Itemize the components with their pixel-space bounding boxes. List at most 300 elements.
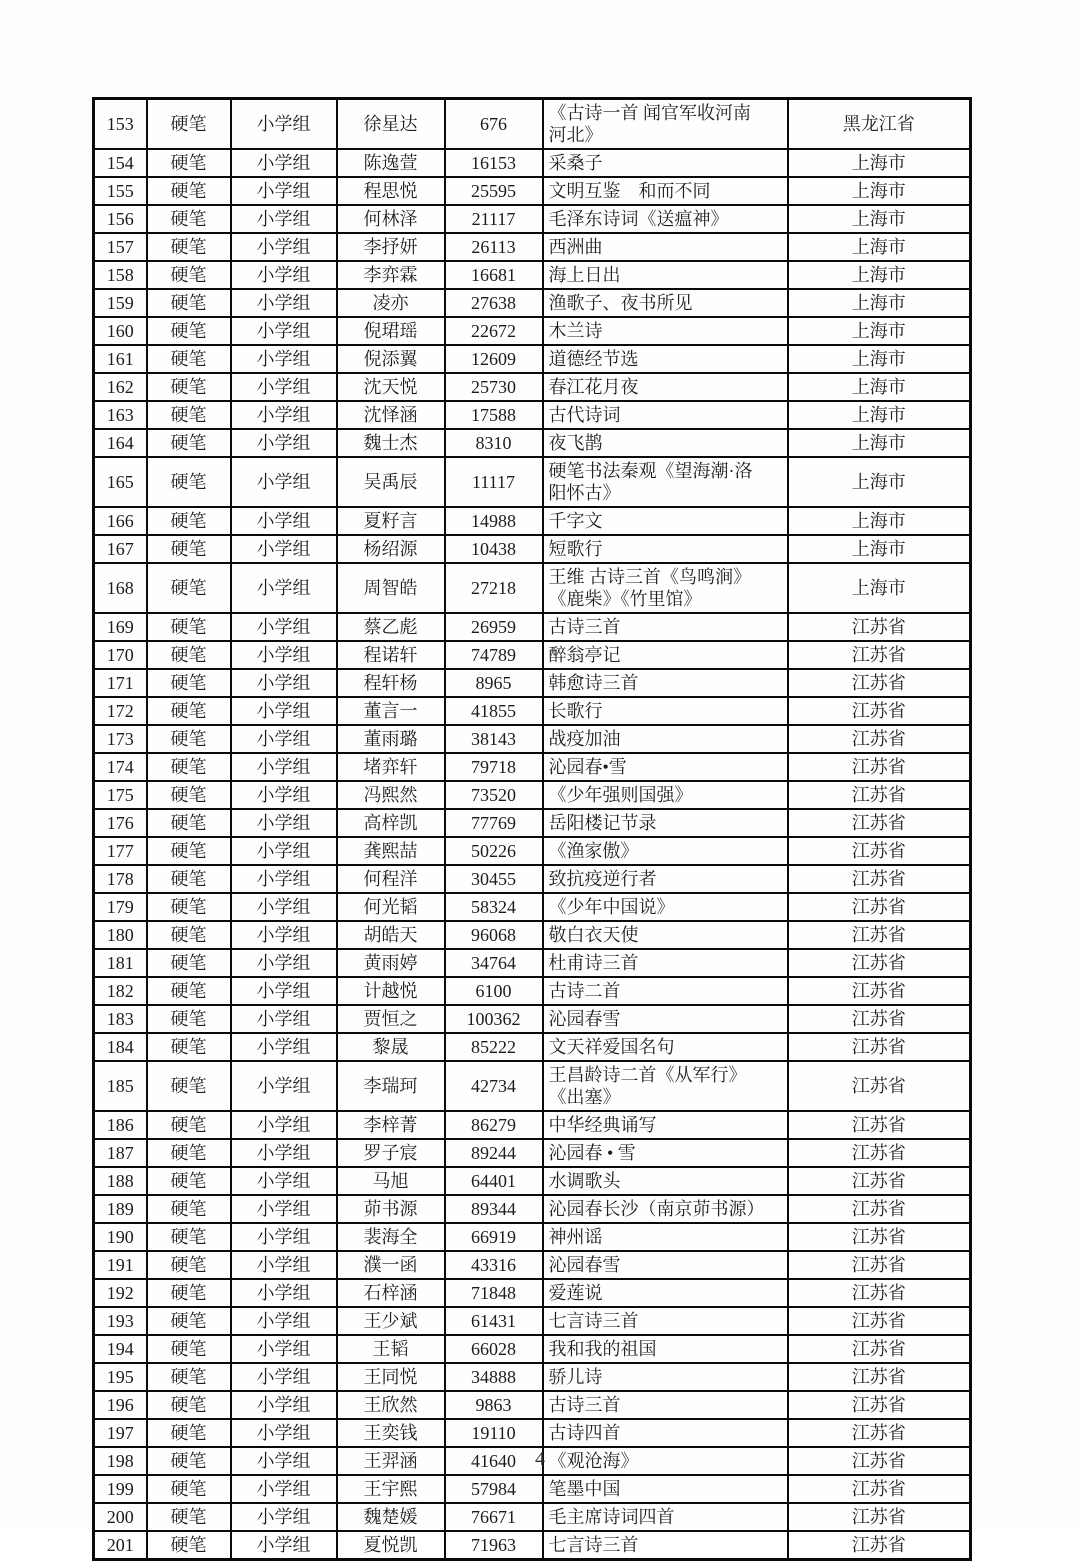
cell-pen-type: 硬笔 [147, 1005, 231, 1033]
cell-entry-number: 19110 [445, 1419, 543, 1447]
cell-province: 江苏省 [788, 1335, 971, 1363]
table-row [94, 149, 971, 177]
table-row [94, 669, 971, 697]
cell-row-number: 178 [94, 865, 147, 893]
cell-group: 小学组 [231, 669, 337, 697]
cell-pen-type: 硬笔 [147, 921, 231, 949]
cell-pen-type: 硬笔 [147, 1335, 231, 1363]
cell-name: 王韬 [337, 1335, 445, 1363]
cell-name: 倪珺瑶 [337, 317, 445, 345]
cell-province: 上海市 [788, 507, 971, 535]
cell-row-number: 188 [94, 1167, 147, 1195]
cell-group: 小学组 [231, 401, 337, 429]
cell-entry-number: 41640 [445, 1447, 543, 1475]
cell-pen-type: 硬笔 [147, 1503, 231, 1531]
cell-pen-type: 硬笔 [147, 1061, 231, 1111]
table-row [94, 261, 971, 289]
cell-entry-number: 22672 [445, 317, 543, 345]
cell-province: 江苏省 [788, 1279, 971, 1307]
cell-province: 江苏省 [788, 1167, 971, 1195]
table-row [94, 613, 971, 641]
cell-entry-number: 34764 [445, 949, 543, 977]
table-row [94, 563, 971, 613]
table-row [94, 725, 971, 753]
cell-work-title: 《古诗一首 闻官军收河南河北》 [543, 99, 788, 150]
cell-group: 小学组 [231, 753, 337, 781]
cell-province: 江苏省 [788, 1195, 971, 1223]
table-row [94, 1307, 971, 1335]
cell-row-number: 159 [94, 289, 147, 317]
cell-group: 小学组 [231, 563, 337, 613]
cell-row-number: 183 [94, 1005, 147, 1033]
cell-work-title: 韩愈诗三首 [543, 669, 788, 697]
cell-group: 小学组 [231, 1195, 337, 1223]
cell-row-number: 186 [94, 1111, 147, 1139]
cell-row-number: 163 [94, 401, 147, 429]
cell-name: 茆书源 [337, 1195, 445, 1223]
cell-row-number: 158 [94, 261, 147, 289]
cell-name: 李弈霖 [337, 261, 445, 289]
cell-work-title: 《少年强则国强》 [543, 781, 788, 809]
cell-work-title: 《观沧海》 [543, 1447, 788, 1475]
cell-province: 江苏省 [788, 697, 971, 725]
cell-row-number: 187 [94, 1139, 147, 1167]
cell-pen-type: 硬笔 [147, 261, 231, 289]
cell-entry-number: 6100 [445, 977, 543, 1005]
cell-name: 董言一 [337, 697, 445, 725]
cell-row-number: 160 [94, 317, 147, 345]
cell-name: 李梓菁 [337, 1111, 445, 1139]
cell-name: 王少斌 [337, 1307, 445, 1335]
cell-name: 计越悦 [337, 977, 445, 1005]
cell-pen-type: 硬笔 [147, 1363, 231, 1391]
cell-entry-number: 676 [445, 99, 543, 150]
cell-entry-number: 25595 [445, 177, 543, 205]
cell-entry-number: 27638 [445, 289, 543, 317]
cell-work-title: 古代诗词 [543, 401, 788, 429]
table-row [94, 921, 971, 949]
cell-work-title: 文明互鉴 和而不同 [543, 177, 788, 205]
table-row [94, 373, 971, 401]
cell-group: 小学组 [231, 1307, 337, 1335]
cell-group: 小学组 [231, 1139, 337, 1167]
cell-province: 江苏省 [788, 1475, 971, 1503]
cell-group: 小学组 [231, 1475, 337, 1503]
cell-work-title: 木兰诗 [543, 317, 788, 345]
cell-pen-type: 硬笔 [147, 1391, 231, 1419]
cell-entry-number: 66919 [445, 1223, 543, 1251]
cell-pen-type: 硬笔 [147, 1531, 231, 1560]
cell-entry-number: 77769 [445, 809, 543, 837]
cell-entry-number: 71848 [445, 1279, 543, 1307]
cell-work-title: 七言诗三首 [543, 1531, 788, 1560]
cell-work-title: 春江花月夜 [543, 373, 788, 401]
cell-row-number: 169 [94, 613, 147, 641]
cell-work-title: 毛主席诗词四首 [543, 1503, 788, 1531]
cell-row-number: 156 [94, 205, 147, 233]
cell-work-title: 战疫加油 [543, 725, 788, 753]
cell-group: 小学组 [231, 837, 337, 865]
cell-pen-type: 硬笔 [147, 345, 231, 373]
cell-group: 小学组 [231, 697, 337, 725]
cell-name: 王羿涵 [337, 1447, 445, 1475]
table-row [94, 1531, 971, 1560]
cell-work-title: 沁园春长沙（南京茆书源） [543, 1195, 788, 1223]
cell-pen-type: 硬笔 [147, 429, 231, 457]
cell-row-number: 153 [94, 99, 147, 150]
cell-pen-type: 硬笔 [147, 1223, 231, 1251]
cell-work-title: 中华经典诵写 [543, 1111, 788, 1139]
cell-province: 上海市 [788, 289, 971, 317]
table-row [94, 1475, 971, 1503]
cell-province: 上海市 [788, 177, 971, 205]
cell-entry-number: 16153 [445, 149, 543, 177]
cell-entry-number: 89244 [445, 1139, 543, 1167]
cell-work-title: 爱莲说 [543, 1279, 788, 1307]
cell-pen-type: 硬笔 [147, 99, 231, 150]
cell-name: 程思悦 [337, 177, 445, 205]
cell-group: 小学组 [231, 233, 337, 261]
cell-province: 上海市 [788, 205, 971, 233]
cell-province: 江苏省 [788, 1363, 971, 1391]
cell-entry-number: 43316 [445, 1251, 543, 1279]
cell-work-title: 短歌行 [543, 535, 788, 563]
cell-province: 上海市 [788, 317, 971, 345]
cell-entry-number: 26959 [445, 613, 543, 641]
cell-group: 小学组 [231, 1005, 337, 1033]
cell-entry-number: 12609 [445, 345, 543, 373]
cell-row-number: 181 [94, 949, 147, 977]
cell-name: 夏悦凯 [337, 1531, 445, 1560]
cell-pen-type: 硬笔 [147, 373, 231, 401]
cell-row-number: 195 [94, 1363, 147, 1391]
cell-entry-number: 64401 [445, 1167, 543, 1195]
cell-row-number: 168 [94, 563, 147, 613]
table-row [94, 177, 971, 205]
cell-province: 黑龙江省 [788, 99, 971, 150]
cell-province: 江苏省 [788, 977, 971, 1005]
cell-pen-type: 硬笔 [147, 535, 231, 563]
cell-entry-number: 100362 [445, 1005, 543, 1033]
cell-row-number: 190 [94, 1223, 147, 1251]
cell-group: 小学组 [231, 317, 337, 345]
cell-name: 马旭 [337, 1167, 445, 1195]
cell-name: 夏籽言 [337, 507, 445, 535]
cell-name: 李瑞珂 [337, 1061, 445, 1111]
cell-group: 小学组 [231, 921, 337, 949]
cell-name: 王奕钱 [337, 1419, 445, 1447]
cell-entry-number: 21117 [445, 205, 543, 233]
table-row [94, 345, 971, 373]
cell-pen-type: 硬笔 [147, 1251, 231, 1279]
cell-name: 程轩杨 [337, 669, 445, 697]
cell-entry-number: 86279 [445, 1111, 543, 1139]
cell-row-number: 201 [94, 1531, 147, 1560]
table-row [94, 1503, 971, 1531]
cell-work-title: 沁园春•雪 [543, 753, 788, 781]
cell-row-number: 197 [94, 1419, 147, 1447]
table-row [94, 205, 971, 233]
table-row [94, 1363, 971, 1391]
cell-group: 小学组 [231, 977, 337, 1005]
cell-entry-number: 61431 [445, 1307, 543, 1335]
cell-pen-type: 硬笔 [147, 507, 231, 535]
cell-province: 江苏省 [788, 1391, 971, 1419]
table-row [94, 99, 971, 150]
table-row [94, 1391, 971, 1419]
cell-group: 小学组 [231, 1531, 337, 1560]
cell-name: 李抒妍 [337, 233, 445, 261]
cell-row-number: 193 [94, 1307, 147, 1335]
cell-province: 上海市 [788, 149, 971, 177]
cell-pen-type: 硬笔 [147, 1475, 231, 1503]
cell-name: 凌亦 [337, 289, 445, 317]
cell-group: 小学组 [231, 1391, 337, 1419]
cell-row-number: 170 [94, 641, 147, 669]
cell-pen-type: 硬笔 [147, 289, 231, 317]
cell-row-number: 171 [94, 669, 147, 697]
cell-entry-number: 58324 [445, 893, 543, 921]
cell-row-number: 162 [94, 373, 147, 401]
cell-pen-type: 硬笔 [147, 1419, 231, 1447]
page-number: 4 [535, 1448, 545, 1470]
cell-row-number: 172 [94, 697, 147, 725]
cell-pen-type: 硬笔 [147, 1447, 231, 1475]
cell-row-number: 176 [94, 809, 147, 837]
cell-pen-type: 硬笔 [147, 977, 231, 1005]
cell-work-title: 王维 古诗三首《鸟鸣涧》《鹿柴》《竹里馆》 [543, 563, 788, 613]
cell-pen-type: 硬笔 [147, 317, 231, 345]
cell-name: 石梓涵 [337, 1279, 445, 1307]
cell-province: 江苏省 [788, 1223, 971, 1251]
cell-group: 小学组 [231, 1223, 337, 1251]
cell-pen-type: 硬笔 [147, 809, 231, 837]
table-row [94, 1335, 971, 1363]
cell-name: 蔡乙彪 [337, 613, 445, 641]
cell-row-number: 191 [94, 1251, 147, 1279]
table-row [94, 893, 971, 921]
cell-entry-number: 50226 [445, 837, 543, 865]
cell-group: 小学组 [231, 1061, 337, 1111]
cell-group: 小学组 [231, 1335, 337, 1363]
cell-entry-number: 8965 [445, 669, 543, 697]
cell-name: 王同悦 [337, 1363, 445, 1391]
cell-entry-number: 17588 [445, 401, 543, 429]
cell-work-title: 神州谣 [543, 1223, 788, 1251]
cell-work-title: 王昌龄诗二首《从军行》《出塞》 [543, 1061, 788, 1111]
cell-work-title: 《渔家傲》 [543, 837, 788, 865]
cell-province: 上海市 [788, 373, 971, 401]
cell-row-number: 192 [94, 1279, 147, 1307]
cell-row-number: 184 [94, 1033, 147, 1061]
cell-group: 小学组 [231, 1503, 337, 1531]
cell-group: 小学组 [231, 205, 337, 233]
cell-work-title: 杜甫诗三首 [543, 949, 788, 977]
cell-name: 裴海全 [337, 1223, 445, 1251]
cell-group: 小学组 [231, 1033, 337, 1061]
cell-province: 上海市 [788, 563, 971, 613]
table-row [94, 535, 971, 563]
cell-pen-type: 硬笔 [147, 865, 231, 893]
cell-group: 小学组 [231, 149, 337, 177]
cell-province: 江苏省 [788, 921, 971, 949]
cell-entry-number: 42734 [445, 1061, 543, 1111]
cell-name: 何光韬 [337, 893, 445, 921]
cell-row-number: 199 [94, 1475, 147, 1503]
cell-entry-number: 41855 [445, 697, 543, 725]
cell-group: 小学组 [231, 641, 337, 669]
cell-province: 江苏省 [788, 1139, 971, 1167]
cell-name: 何程洋 [337, 865, 445, 893]
cell-row-number: 180 [94, 921, 147, 949]
cell-province: 上海市 [788, 429, 971, 457]
cell-province: 江苏省 [788, 893, 971, 921]
cell-province: 江苏省 [788, 1307, 971, 1335]
cell-name: 黄雨婷 [337, 949, 445, 977]
table-row [94, 641, 971, 669]
cell-province: 江苏省 [788, 1447, 971, 1475]
cell-province: 江苏省 [788, 809, 971, 837]
cell-group: 小学组 [231, 429, 337, 457]
table-row [94, 1111, 971, 1139]
cell-name: 罗子宸 [337, 1139, 445, 1167]
cell-pen-type: 硬笔 [147, 401, 231, 429]
cell-entry-number: 30455 [445, 865, 543, 893]
cell-work-title: 水调歌头 [543, 1167, 788, 1195]
cell-province: 江苏省 [788, 613, 971, 641]
cell-work-title: 沁园春 • 雪 [543, 1139, 788, 1167]
cell-row-number: 175 [94, 781, 147, 809]
cell-work-title: 沁园春雪 [543, 1251, 788, 1279]
cell-name: 周智皓 [337, 563, 445, 613]
cell-entry-number: 25730 [445, 373, 543, 401]
cell-row-number: 173 [94, 725, 147, 753]
cell-group: 小学组 [231, 507, 337, 535]
cell-pen-type: 硬笔 [147, 177, 231, 205]
cell-entry-number: 14988 [445, 507, 543, 535]
cell-province: 江苏省 [788, 949, 971, 977]
table-row [94, 949, 971, 977]
cell-entry-number: 73520 [445, 781, 543, 809]
cell-name: 冯熙然 [337, 781, 445, 809]
cell-entry-number: 76671 [445, 1503, 543, 1531]
cell-name: 陈逸萱 [337, 149, 445, 177]
cell-work-title: 沁园春雪 [543, 1005, 788, 1033]
cell-province: 上海市 [788, 457, 971, 507]
cell-province: 江苏省 [788, 781, 971, 809]
cell-entry-number: 66028 [445, 1335, 543, 1363]
cell-group: 小学组 [231, 373, 337, 401]
cell-province: 江苏省 [788, 753, 971, 781]
cell-work-title: 醉翁亭记 [543, 641, 788, 669]
table-row [94, 1195, 971, 1223]
cell-pen-type: 硬笔 [147, 149, 231, 177]
cell-pen-type: 硬笔 [147, 1307, 231, 1335]
cell-row-number: 161 [94, 345, 147, 373]
table-row [94, 1061, 971, 1111]
cell-work-title: 渔歌子、夜书所见 [543, 289, 788, 317]
cell-name: 黎晟 [337, 1033, 445, 1061]
cell-group: 小学组 [231, 865, 337, 893]
cell-province: 江苏省 [788, 1419, 971, 1447]
cell-pen-type: 硬笔 [147, 233, 231, 261]
cell-row-number: 182 [94, 977, 147, 1005]
cell-work-title: 西洲曲 [543, 233, 788, 261]
cell-entry-number: 34888 [445, 1363, 543, 1391]
cell-work-title: 岳阳楼记节录 [543, 809, 788, 837]
table-row [94, 977, 971, 1005]
table-row [94, 233, 971, 261]
cell-name: 沈天悦 [337, 373, 445, 401]
table-row [94, 1223, 971, 1251]
cell-name: 程诺轩 [337, 641, 445, 669]
cell-pen-type: 硬笔 [147, 1279, 231, 1307]
cell-work-title: 海上日出 [543, 261, 788, 289]
cell-pen-type: 硬笔 [147, 669, 231, 697]
cell-name: 沈怿涵 [337, 401, 445, 429]
cell-group: 小学组 [231, 781, 337, 809]
cell-name: 贾恒之 [337, 1005, 445, 1033]
cell-pen-type: 硬笔 [147, 641, 231, 669]
cell-pen-type: 硬笔 [147, 613, 231, 641]
cell-pen-type: 硬笔 [147, 205, 231, 233]
cell-group: 小学组 [231, 613, 337, 641]
cell-row-number: 155 [94, 177, 147, 205]
cell-group: 小学组 [231, 893, 337, 921]
cell-row-number: 174 [94, 753, 147, 781]
cell-pen-type: 硬笔 [147, 563, 231, 613]
cell-entry-number: 8310 [445, 429, 543, 457]
cell-pen-type: 硬笔 [147, 781, 231, 809]
cell-work-title: 毛泽东诗词《送瘟神》 [543, 205, 788, 233]
cell-name: 濮一函 [337, 1251, 445, 1279]
cell-row-number: 185 [94, 1061, 147, 1111]
cell-group: 小学组 [231, 289, 337, 317]
cell-group: 小学组 [231, 1447, 337, 1475]
cell-name: 杨绍源 [337, 535, 445, 563]
table-row [94, 1139, 971, 1167]
cell-row-number: 196 [94, 1391, 147, 1419]
cell-entry-number: 96068 [445, 921, 543, 949]
cell-name: 魏士杰 [337, 429, 445, 457]
cell-name: 徐星达 [337, 99, 445, 150]
cell-province: 江苏省 [788, 1033, 971, 1061]
cell-name: 龚熙喆 [337, 837, 445, 865]
cell-entry-number: 11117 [445, 457, 543, 507]
cell-province: 上海市 [788, 233, 971, 261]
cell-pen-type: 硬笔 [147, 1111, 231, 1139]
cell-pen-type: 硬笔 [147, 1139, 231, 1167]
cell-work-title: 敬白衣天使 [543, 921, 788, 949]
table-row [94, 457, 971, 507]
cell-group: 小学组 [231, 457, 337, 507]
cell-entry-number: 38143 [445, 725, 543, 753]
table-row [94, 837, 971, 865]
cell-row-number: 179 [94, 893, 147, 921]
cell-work-title: 采桑子 [543, 149, 788, 177]
cell-row-number: 166 [94, 507, 147, 535]
cell-row-number: 165 [94, 457, 147, 507]
cell-group: 小学组 [231, 1251, 337, 1279]
table-row [94, 781, 971, 809]
cell-work-title: 我和我的祖国 [543, 1335, 788, 1363]
table-row [94, 317, 971, 345]
cell-province: 江苏省 [788, 837, 971, 865]
cell-row-number: 167 [94, 535, 147, 563]
cell-pen-type: 硬笔 [147, 725, 231, 753]
cell-name: 胡皓天 [337, 921, 445, 949]
cell-pen-type: 硬笔 [147, 697, 231, 725]
